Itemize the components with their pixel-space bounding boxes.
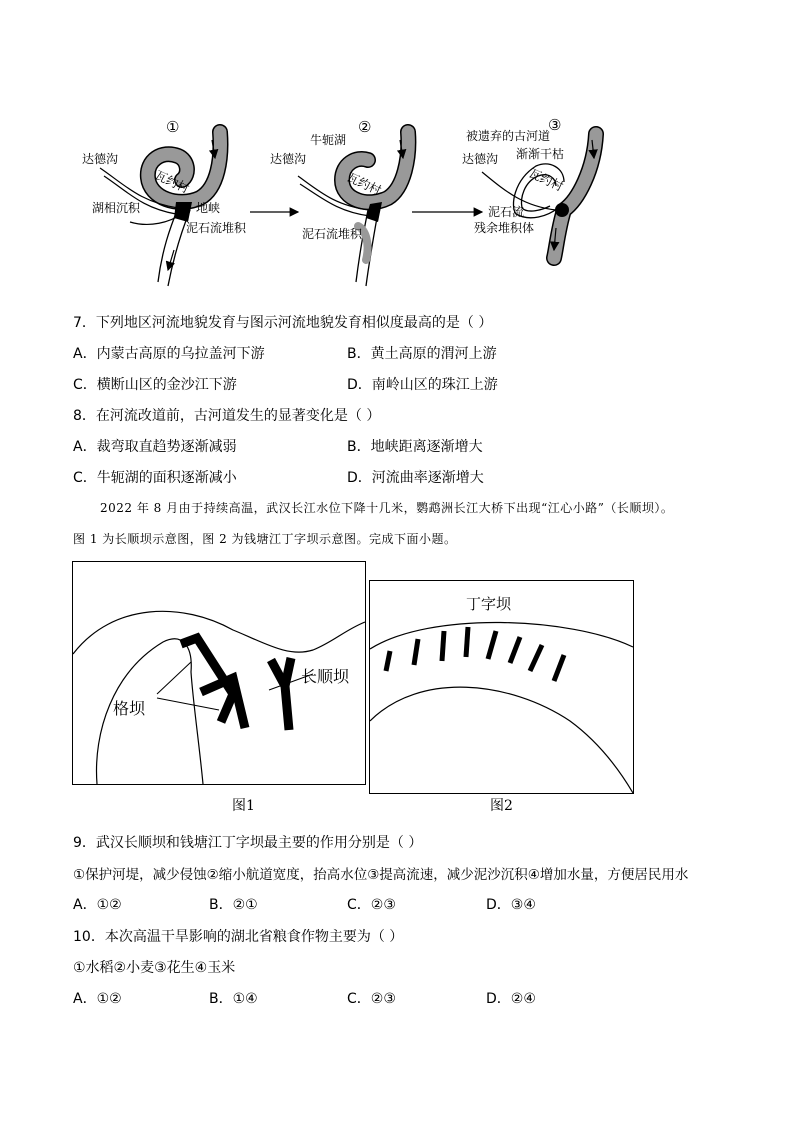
label-beiyiqi: 被遗弃的古河道 <box>466 129 551 143</box>
label-nsl: 泥石流 <box>488 205 525 219</box>
label-wayuecun-3: 瓦约村 <box>526 166 566 194</box>
passage-line-2: 图 1 为长顺坝示意图，图 2 为钱塘江丁字坝示意图。完成下面小题。 <box>73 532 457 546</box>
q10-option-b[interactable]: B．①④ <box>209 991 258 1007</box>
q7-option-b[interactable]: B．黄土高原的渭河上游 <box>347 346 497 362</box>
label-dixia: 地峡 <box>196 201 221 215</box>
passage-line-1: 2022 年 8 月由于持续高温，武汉长江水位下降十几米，鹦鹉洲长江大桥下出现“江心小路”（长顺坝）。 <box>100 501 674 515</box>
figure-1-frame <box>72 561 366 785</box>
q9-items: ①保护河堤，减少侵蚀②缩小航道宽度，抬高水位③提高流速，减少泥沙沉积④增加水量，方便居民用水 <box>73 867 689 883</box>
q7-option-c[interactable]: C．横断山区的金沙江下游 <box>73 377 237 393</box>
q10-stem: 10．本次高温干旱影响的湖北省粮食作物主要为（ ） <box>73 929 404 945</box>
label-jianjian: 渐渐干枯 <box>516 147 565 161</box>
label-hxdj: 湖相沉积 <box>92 201 141 215</box>
label-dadegou-3: 达德沟 <box>462 152 499 166</box>
q10-option-c[interactable]: C．②③ <box>347 991 396 1007</box>
label-nsldj-2: 泥石流堆积 <box>302 227 363 241</box>
label-cyu: 残余堆积体 <box>474 221 535 235</box>
stage-3-number: ③ <box>548 116 562 134</box>
stage-2-diagram <box>270 118 408 286</box>
q9-option-a[interactable]: A．①② <box>73 897 122 913</box>
q8-stem: 8．在河流改道前，古河道发生的显著变化是（ ） <box>73 408 381 424</box>
label-nsldj-1: 泥石流堆积 <box>186 221 247 235</box>
label-wayuecun-1: 瓦约村 <box>152 168 192 196</box>
figure-2-caption: 图2 <box>490 798 513 814</box>
q9-option-c[interactable]: C．②③ <box>347 897 396 913</box>
q10-option-a[interactable]: A．①② <box>73 991 122 1007</box>
figure-2-frame <box>369 580 634 794</box>
q8-option-c[interactable]: C．牛轭湖的面积逐渐减小 <box>73 470 237 486</box>
q8-option-d[interactable]: D．河流曲率逐渐增大 <box>347 470 484 486</box>
q8-option-a[interactable]: A．裁弯取直趋势逐渐减弱 <box>73 439 237 455</box>
label-wayuecun-2: 瓦约村 <box>344 170 384 198</box>
label-dadegou-2: 达德沟 <box>270 152 307 166</box>
stage-1-number: ① <box>166 118 180 136</box>
stage-3-diagram <box>462 116 596 258</box>
figure-1-caption: 图1 <box>232 798 255 814</box>
q9-option-b[interactable]: B．②① <box>209 897 258 913</box>
q8-option-b[interactable]: B．地峡距离逐渐增大 <box>347 439 483 455</box>
fig2-label-dingzi: 丁字坝 <box>466 595 512 613</box>
label-dadegou-1: 达德沟 <box>82 152 119 166</box>
q9-stem: 9．武汉长顺坝和钱塘江丁字坝最主要的作用分别是（ ） <box>73 835 423 851</box>
stage-1-diagram <box>82 118 247 286</box>
stage-2-number: ② <box>358 118 372 136</box>
q9-option-d[interactable]: D．③④ <box>486 897 536 913</box>
q10-option-d[interactable]: D．②④ <box>486 991 536 1007</box>
q7-option-a[interactable]: A．内蒙古高原的乌拉盖河下游 <box>73 346 265 362</box>
fig1-label-gedam: 格坝 <box>113 699 146 718</box>
meander-evolution-figure <box>70 110 630 295</box>
figure-1-diagram <box>73 562 365 784</box>
label-niueh: 牛轭湖 <box>310 133 347 147</box>
q10-items: ①水稻②小麦③花生④玉米 <box>73 960 236 976</box>
fig1-label-changshun: 长顺坝 <box>301 667 350 686</box>
q7-option-d[interactable]: D．南岭山区的珠江上游 <box>347 377 498 393</box>
figure-2-diagram <box>370 581 633 793</box>
q7-stem: 7．下列地区河流地貌发育与图示河流地貌发育相似度最高的是（ ） <box>73 315 493 331</box>
